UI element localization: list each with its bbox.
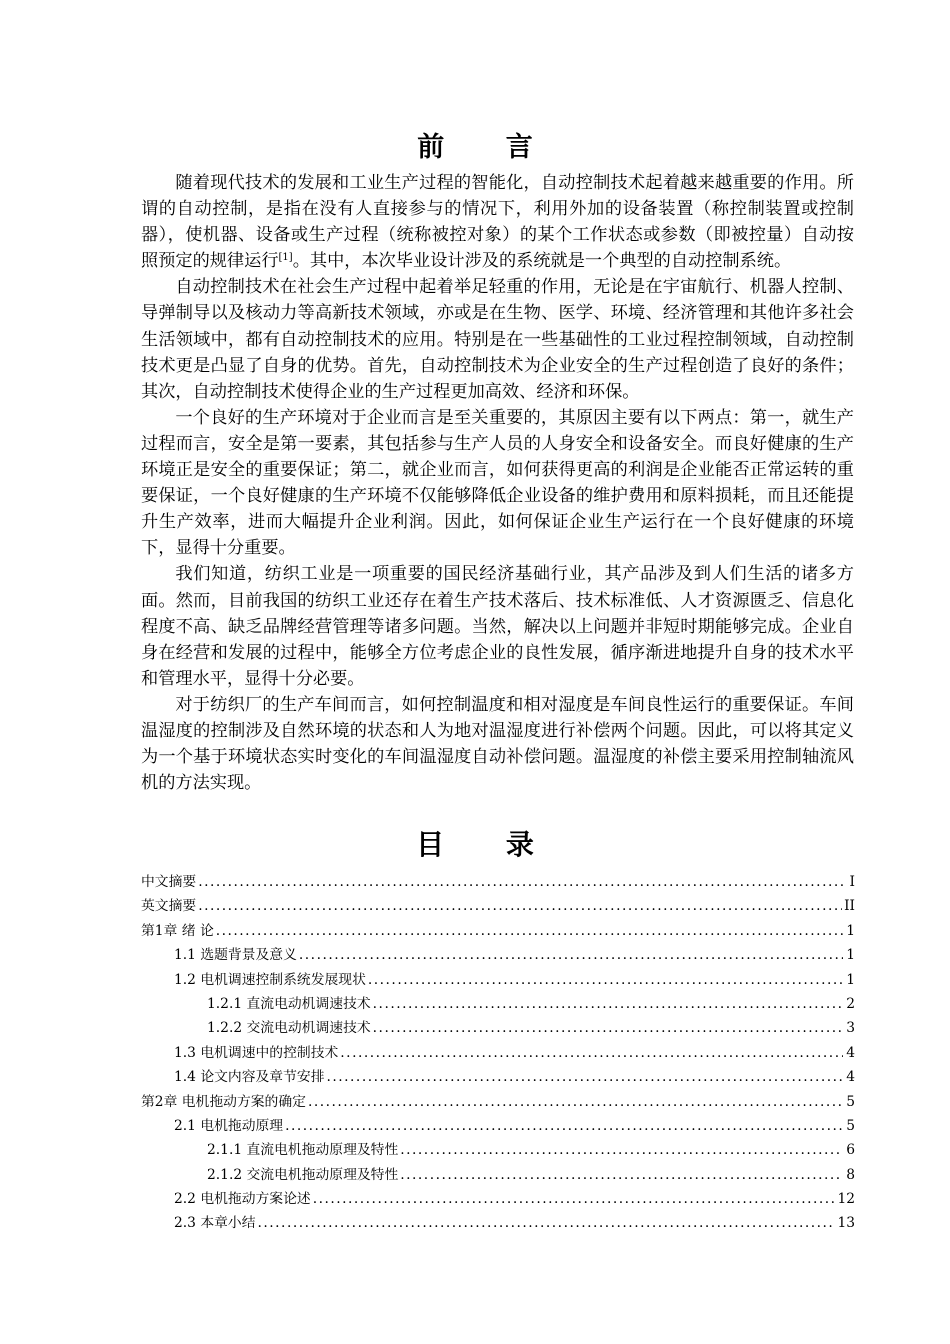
toc-leader-dots xyxy=(340,1041,843,1065)
toc-entry-label[interactable]: 2.3 本章小结 xyxy=(174,1215,256,1232)
toc-entry[interactable] xyxy=(141,1041,855,1065)
toc-leader-dots xyxy=(258,1211,836,1235)
toc-entry-label[interactable]: 1.4 论文内容及章节安排 xyxy=(174,1069,325,1086)
toc-leader-dots xyxy=(285,1114,843,1138)
toc-entry[interactable] xyxy=(141,1065,855,1089)
toc-leader-dots xyxy=(327,1065,844,1089)
toc-entry[interactable] xyxy=(141,992,855,1016)
preface-paragraph: 一个良好的生产环境对于企业而言是至关重要的，其原因主要有以下两点：第一，就生产过程而言，安全是第一要素，其包括参与生产人员的人身安全和设备安全。而良好健康的生产环境正是安全的重要保证；第二，就企业而言，如何获得更高的利润是企业能否正常运转的重要保证，一个良好健康的生产环境不仅能够降低企业设备的维护费用和原料损耗，而且还能提升生产效率，进而大幅提升企业利润。因此，如何保证企业生产运行在一个良好健康的环境下，显得十分重要。 xyxy=(141,407,854,559)
toc-leader-dots xyxy=(308,1090,843,1114)
citation-ref[interactable]: [1] xyxy=(278,252,293,264)
toc-entry-page: 2 xyxy=(846,995,855,1012)
toc-entry-label[interactable]: 第1章 绪 论 xyxy=(141,922,214,939)
toc-entry[interactable] xyxy=(141,1187,855,1211)
toc-entry-page: 4 xyxy=(846,1044,855,1061)
toc-entry-label[interactable]: 2.1.1 直流电机拖动原理及特性 xyxy=(207,1142,399,1159)
table-of-contents xyxy=(141,870,855,1236)
toc-entry-page: 1 xyxy=(846,971,855,988)
toc-entry-page: 13 xyxy=(837,1215,855,1232)
toc-entry[interactable] xyxy=(141,919,855,943)
toc-entry-page: 5 xyxy=(846,1117,855,1134)
preface-paragraph: 随着现代技术的发展和工业生产过程的智能化，自动控制技术起着越来越重要的作用。所谓的自动控制，是指在没有人直接参与的情况下，利用外加的设备装置（称控制装置或控制器），使机器、设备或生产过程（统称被控对象）的某个工作状态或参数（即被控量）自动按照预定的规律运行[1]。其中，本次毕业设计涉及的系统就是一个典型的自动控制系统。 xyxy=(141,173,854,272)
toc-entry-label[interactable]: 1.2.2 交流电动机调速技术 xyxy=(207,1020,371,1037)
toc-entry-label[interactable]: 1.1 选题背景及意义 xyxy=(174,947,297,964)
toc-entry-page: 5 xyxy=(846,1093,855,1110)
preface-title: 前 言 xyxy=(417,132,559,163)
preface-paragraph: 自动控制技术在社会生产过程中起着举足轻重的作用，无论是在宇宙航行、机器人控制、导弹制导以及核动力等高新技术领域，亦或是在生物、医学、环境、经济管理和其他许多社会生活领域中，都有自动控制技术的应用。特别是在一些基础性的工业过程控制领域，自动控制技术更是凸显了自身的优势。首先，自动控制技术为企业安全的生产过程创造了良好的条件；其次，自动控制技术使得企业的生产过程更加高效、经济和环保。 xyxy=(141,277,854,402)
toc-entry-label[interactable]: 英文摘要 xyxy=(141,898,197,915)
toc-entry[interactable] xyxy=(141,1016,855,1040)
preface-paragraph: 我们知道，纺织工业是一项重要的国民经济基础行业，其产品涉及到人们生活的诸多方面。然而，目前我国的纺织工业还存在着生产技术落后、技术标准低、人才资源匮乏、信息化程度不高、缺乏品牌经营管理等诸多问题。当然，解决以上问题并非短时期能够完成。企业自身在经营和发展的过程中，能够全方位考虑企业的良性发展，循序渐进地提升自身的技术水平和管理水平，显得十分必要。 xyxy=(141,564,854,689)
toc-entry[interactable] xyxy=(141,894,855,918)
toc-entry-label[interactable]: 2.2 电机拖动方案论述 xyxy=(174,1191,311,1208)
toc-entry-page: II xyxy=(844,898,855,915)
toc-entry-label[interactable]: 1.2.1 直流电动机调速技术 xyxy=(207,995,371,1012)
toc-entry[interactable] xyxy=(141,1211,855,1235)
toc-entry[interactable] xyxy=(141,968,855,992)
toc-leader-dots xyxy=(368,968,843,992)
toc-entry-page: 1 xyxy=(846,947,855,964)
toc-entry-page: 1 xyxy=(846,922,855,939)
toc-entry-page: 6 xyxy=(846,1142,855,1159)
toc-entry[interactable] xyxy=(141,1138,855,1162)
preface-paragraph: 对于纺织厂的生产车间而言，如何控制温度和相对湿度是车间良性运行的重要保证。车间温湿度的控制涉及自然环境的状态和人为地对温湿度进行补偿两个问题。因此，可以将其定义为一个基于环境状态实时变化的车间温湿度自动补偿问题。温湿度的补偿主要采用控制轴流风机的方法实现。 xyxy=(141,694,854,794)
toc-entry-page: 4 xyxy=(846,1069,855,1086)
toc-leader-dots xyxy=(313,1187,836,1211)
toc-entry-page: 12 xyxy=(837,1191,855,1208)
toc-entry-page: 3 xyxy=(846,1020,855,1037)
toc-leader-dots xyxy=(373,1016,843,1040)
toc-entry-label[interactable]: 第2章 电机拖动方案的确定 xyxy=(141,1093,306,1110)
toc-entry-label[interactable]: 1.2 电机调速控制系统发展现状 xyxy=(174,971,366,988)
toc-entry[interactable] xyxy=(141,870,855,894)
toc-entry-label[interactable]: 2.1 电机拖动原理 xyxy=(174,1117,284,1134)
toc-leader-dots xyxy=(400,1138,843,1162)
toc-entry[interactable] xyxy=(141,1163,855,1187)
toc-title: 目 录 xyxy=(416,828,560,861)
toc-leader-dots xyxy=(373,992,843,1016)
toc-entry-label[interactable]: 1.3 电机调速中的控制技术 xyxy=(174,1044,339,1061)
toc-leader-dots xyxy=(216,919,843,943)
toc-entry-page: I xyxy=(849,874,855,890)
preface-body xyxy=(141,170,854,796)
toc-leader-dots xyxy=(198,870,843,894)
toc-leader-dots xyxy=(299,943,843,967)
toc-entry-label[interactable]: 2.1.2 交流电机拖动原理及特性 xyxy=(207,1166,399,1183)
toc-entry-label[interactable]: 中文摘要 xyxy=(141,874,197,890)
toc-entry-page: 8 xyxy=(846,1166,855,1183)
toc-entry[interactable] xyxy=(141,1114,855,1138)
toc-leader-dots xyxy=(198,894,842,918)
toc-entry[interactable] xyxy=(141,1090,855,1114)
toc-entry[interactable] xyxy=(141,943,855,967)
toc-leader-dots xyxy=(400,1163,843,1187)
